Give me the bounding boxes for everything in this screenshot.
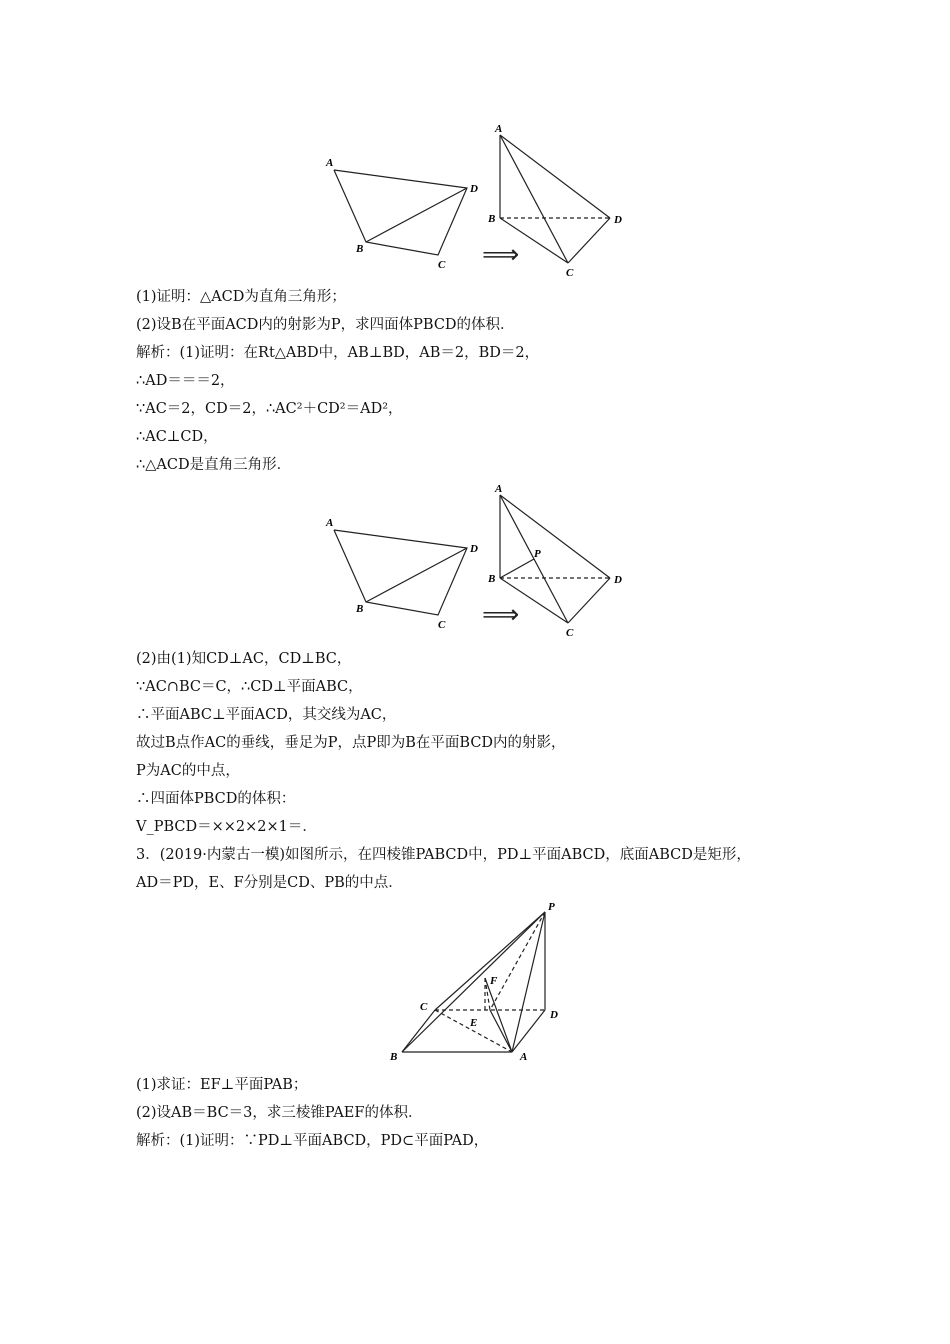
text2-line-4: P为AC的中点，: [136, 763, 240, 779]
fig3-label-e: E: [470, 1017, 478, 1029]
fig2-right-label-p: P: [534, 548, 541, 560]
fig1-right-label-c: C: [566, 267, 574, 279]
fig1-left-label-b: B: [356, 243, 364, 255]
figure-1-svg: [320, 120, 640, 280]
text1-line-3: ∴AD＝＝＝2，: [136, 373, 235, 389]
text2-line-1: ∵AC∩BC＝C，∴CD⊥平面ABC，: [136, 679, 363, 695]
fig2-right-label-b: B: [488, 573, 496, 585]
fig3-label-a: A: [520, 1051, 528, 1063]
text3-line-0: (1)求证：EF⊥平面PAB；: [136, 1077, 308, 1093]
fig2-left-diagonal: [366, 548, 467, 602]
fig3-label-c: C: [420, 1001, 428, 1013]
problem3-line2: AD＝PD，E、F分别是CD、PB的中点．: [136, 875, 403, 891]
fig2-left-label-b: B: [356, 603, 364, 615]
fig2-right-label-d: D: [614, 574, 622, 586]
fig1-left-diagonal: [366, 188, 467, 242]
problem3-line1: 3．(2019·内蒙古一模)如图所示，在四棱锥PABCD中，PD⊥平面ABCD，底面ABCD是矩形，: [136, 847, 751, 863]
text3-line-2: 解析：(1)证明：∵PD⊥平面ABCD，PD⊂平面PAD，: [136, 1133, 489, 1149]
fig2-right-label-c: C: [566, 627, 574, 639]
fig3-label-f: F: [490, 975, 498, 987]
fig3-label-d: D: [550, 1009, 558, 1021]
text1-line-6: ∴△ACD是直角三角形．: [136, 457, 292, 473]
fig1-left-label-a: A: [326, 157, 334, 169]
figure-1: [320, 120, 640, 280]
text1-line-5: ∴AC⊥CD，: [136, 429, 218, 445]
figure-3-svg: [380, 898, 580, 1068]
fig2-left-label-a: A: [326, 517, 334, 529]
text1-line-2: 解析：(1)证明：在Rt△ABD中，AB⊥BD，AB＝2，BD＝2，: [136, 345, 540, 361]
fig1-right-label-b: B: [488, 213, 496, 225]
text2-line-3: 故过B点作AC的垂线，垂足为P，点P即为B在平面BCD内的射影，: [136, 735, 566, 751]
fig2-right-label-a: A: [495, 483, 503, 495]
figure-2-svg: [320, 480, 640, 640]
fig1-right-label-d: D: [614, 214, 622, 226]
text1-line-4: ∵AC＝2，CD＝2，∴AC²＋CD²＝AD²，: [136, 401, 403, 417]
text1-line-1: (2)设B在平面ACD内的射影为P，求四面体PBCD的体积．: [136, 317, 515, 333]
text2-line-0: (2)由(1)知CD⊥AC，CD⊥BC，: [136, 651, 352, 667]
text3-line-1: (2)设AB＝BC＝3，求三棱锥PAEF的体积．: [136, 1105, 423, 1121]
fig2-implies-arrow: ⟹: [482, 600, 520, 630]
fig2-left-label-d: D: [470, 543, 478, 555]
fig1-right-label-a: A: [495, 123, 503, 135]
text2-line-5: ∴四面体PBCD的体积：: [136, 791, 296, 807]
text2-line-2: ∴平面ABC⊥平面ACD，其交线为AC，: [136, 707, 397, 723]
fig1-left-label-c: C: [438, 259, 446, 271]
fig2-perpendicular-bp: [500, 559, 534, 578]
fig1-left-quad: [334, 170, 467, 255]
fig3-label-p: P: [548, 901, 555, 913]
fig2-left-label-c: C: [438, 619, 446, 631]
figure-2: [320, 480, 640, 640]
fig1-implies-arrow: ⟹: [482, 240, 520, 270]
fig3-label-b: B: [390, 1051, 398, 1063]
fig2-left-quad: [334, 530, 467, 615]
text2-line-6: V_PBCD＝××2×2×1＝．: [136, 819, 317, 835]
figure-3: [380, 898, 580, 1068]
fig1-left-label-d: D: [470, 183, 478, 195]
text1-line-0: (1)证明：△ACD为直角三角形；: [136, 289, 346, 305]
